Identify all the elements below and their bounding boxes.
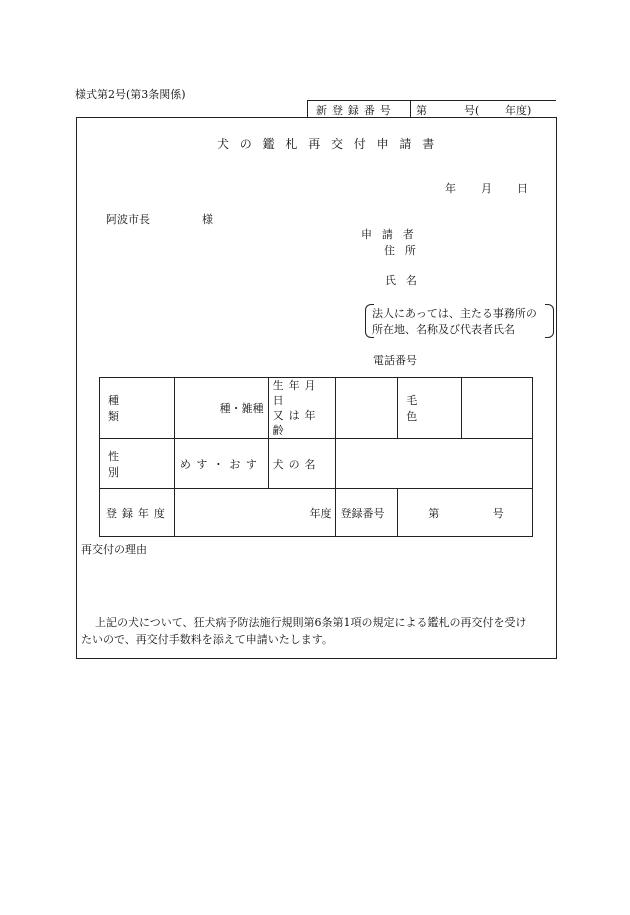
sex-options-cell bbox=[174, 439, 268, 489]
table-row bbox=[100, 489, 533, 537]
reg-number-label: 登録番号 bbox=[340, 506, 385, 520]
dog-name-value-cell bbox=[336, 439, 533, 489]
reg-header-label: 新登録番号 bbox=[316, 104, 396, 117]
dog-name-label-cell bbox=[268, 439, 336, 489]
note-bracket-right bbox=[545, 304, 554, 338]
coat-color-value-cell bbox=[462, 378, 533, 439]
applicant-label: 申請者 bbox=[361, 228, 424, 241]
table-row bbox=[100, 439, 533, 489]
reg-header-top-border bbox=[307, 100, 556, 101]
date-day: 日 bbox=[517, 182, 528, 195]
breed-label-cell bbox=[100, 378, 175, 439]
coat-color-label: 毛色 bbox=[406, 394, 440, 423]
reg-number-go: 号 bbox=[492, 506, 504, 520]
addressee-mayor: 阿波市長 bbox=[106, 213, 150, 226]
addressee-sama: 様 bbox=[202, 213, 213, 226]
birthdate-value-cell bbox=[336, 378, 398, 439]
sex-options: めす・おす bbox=[179, 457, 263, 471]
breed-mixed-label: 種・雑種 bbox=[219, 402, 264, 415]
date-month: 月 bbox=[481, 182, 492, 195]
form-number-label: 様式第2号(第3条関係) bbox=[75, 88, 186, 101]
breed-value-cell bbox=[174, 378, 268, 439]
birthdate-label-cell bbox=[268, 378, 336, 439]
age-label: 又は年齢 bbox=[272, 409, 321, 437]
date-year: 年 bbox=[445, 182, 456, 195]
reg-year-label: 登録年度 bbox=[106, 506, 170, 520]
declaration-line1: 上記の犬について、狂犬病予防法施行規則第6条第1項の規定による鑑札の再交付を受け bbox=[95, 616, 527, 629]
reg-header-divider bbox=[410, 100, 411, 117]
corporation-note-line2: 所在地、名称及び代表者氏名 bbox=[372, 323, 515, 336]
reg-header-left-border bbox=[307, 100, 308, 117]
reg-year-value-cell bbox=[174, 489, 336, 537]
dog-info-table bbox=[99, 377, 533, 537]
applicant-name-label: 氏名 bbox=[385, 274, 427, 287]
sex-label-cell bbox=[100, 439, 175, 489]
phone-label: 電話番号 bbox=[373, 354, 417, 367]
reg-year-label-cell bbox=[100, 489, 175, 537]
reg-header-dai: 第 bbox=[416, 104, 427, 117]
form-title: 犬の鑑札再交付申請書 bbox=[217, 137, 446, 151]
sex-label: 性別 bbox=[108, 449, 148, 479]
reason-label: 再交付の理由 bbox=[81, 543, 147, 556]
birthdate-label: 生年月日 bbox=[272, 379, 321, 407]
reg-number-dai: 第 bbox=[428, 506, 440, 520]
applicant-address-label: 住所 bbox=[384, 244, 426, 257]
reg-header-nendo: 年度) bbox=[505, 104, 532, 117]
table-row bbox=[100, 378, 533, 439]
dog-name-label: 犬の名 bbox=[272, 457, 321, 471]
reg-header-go: 号( bbox=[464, 104, 480, 117]
reg-year-nendo: 年度 bbox=[309, 506, 332, 520]
coat-color-label-cell bbox=[398, 378, 462, 439]
reg-number-value-cell bbox=[398, 489, 533, 537]
breed-label: 種類 bbox=[108, 394, 148, 423]
reg-number-label-cell bbox=[336, 489, 398, 537]
corporation-note-line1: 法人にあっては、主たる事務所の bbox=[372, 307, 537, 320]
declaration-line2: たいので、再交付手数料を添えて申請いたします。 bbox=[81, 633, 333, 646]
